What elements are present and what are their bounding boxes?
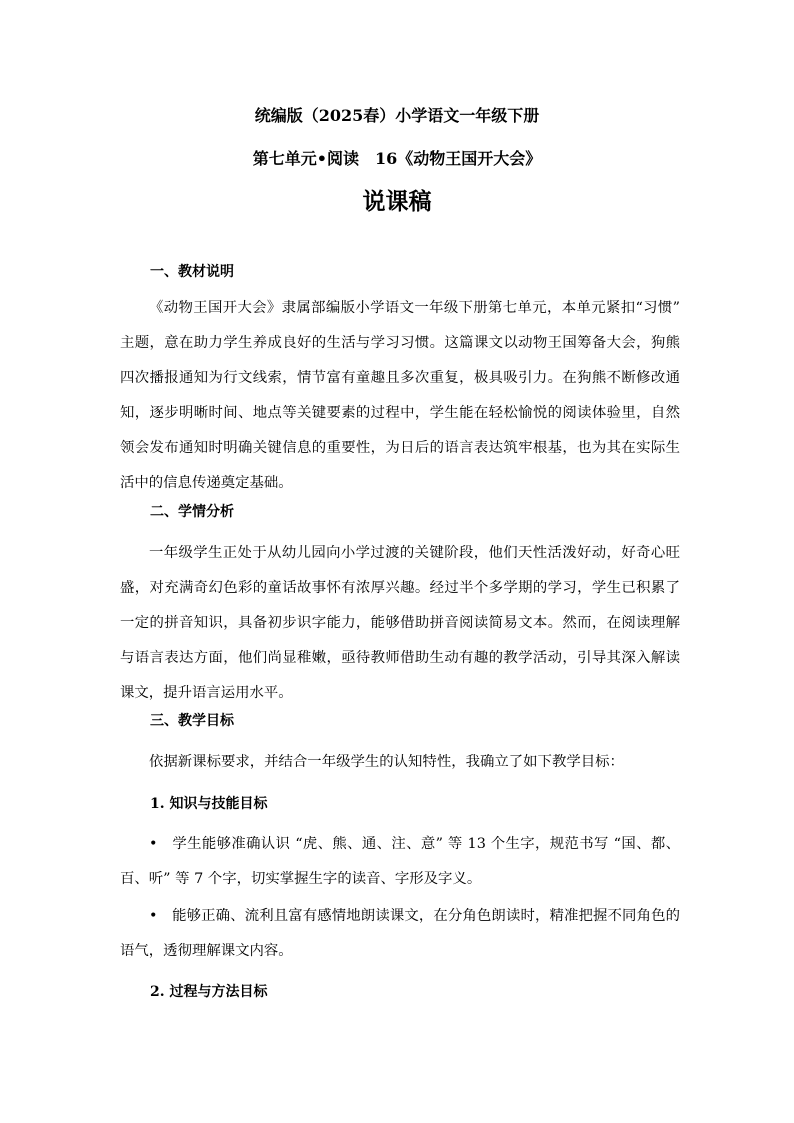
bullet-item-1: [120, 827, 680, 897]
objectives-intro: 依据新课标要求，并结合一年级学生的认知特性，我确立了如下教学目标：: [149, 754, 624, 770]
subheading-process-method: 2. 过程与方法目标: [150, 984, 268, 1000]
title-line-1: 统编版（2025春）小学语文一年级下册: [254, 106, 540, 125]
section-paragraph-1: 《动物王国开大会》隶属部编版小学语文一年级下册第七单元，本单元紧扣“习惯” 主题，意在助力学生养成良好的生活与学习习惯。这篇课文以动物王国筹备大会，狗熊四次播报通知为行文线索，情节富有童趣且多次重复，极具吸引力。在狗熊不断修改通知，逐步明晰时间、地点等关键要素的过程中，学生能在轻松愉悦的阅读体验里，自然领会发布通知时明确关键信息的重要性，为日后的语言表达筑牢根基，也为其在实际生活中的信息传递奠定基础。: [120, 300, 680, 491]
title-line-2: 第七单元•阅读 16《动物王国开大会》: [252, 149, 542, 168]
bullet-dot: •: [149, 908, 158, 924]
bullet-dot: •: [149, 836, 158, 852]
bullet-text-2: 能够正确、流利且富有感情地朗读课文，在分角色朗读时，精准把握不同角色的语气，透彻理解课文内容。: [120, 908, 680, 959]
section-heading-3: 三、教学目标: [150, 713, 234, 729]
bullet-item-2: [120, 899, 680, 969]
document-title: 说课稿: [362, 188, 432, 215]
section-paragraph-2: 一年级学生正处于从幼儿园向小学过渡的关键阶段，他们天性活泼好动，好奇心旺盛，对充满奇幻色彩的童话故事怀有浓厚兴趣。经过半个多学期的学习，学生已积累了一定的拼音知识，具备初步识字能力，能够借助拼音阅读简易文本。然而，在阅读理解与语言表达方面，他们尚显稚嫩，亟待教师借助生动有趣的教学活动，引导其深入解读课文，提升语言运用水平。: [120, 545, 680, 701]
section-heading-2: 二、学情分析: [150, 504, 234, 520]
section-heading-1: 一、教材说明: [150, 264, 234, 280]
subheading-knowledge-skills: 1. 知识与技能目标: [150, 796, 268, 812]
bullet-text-1: 学生能够准确认识 “虎、熊、通、注、意” 等 13 个生字，规范书写 “国、都、百、听” 等 7 个字，切实掌握生字的读音、字形及字义。: [120, 836, 680, 887]
